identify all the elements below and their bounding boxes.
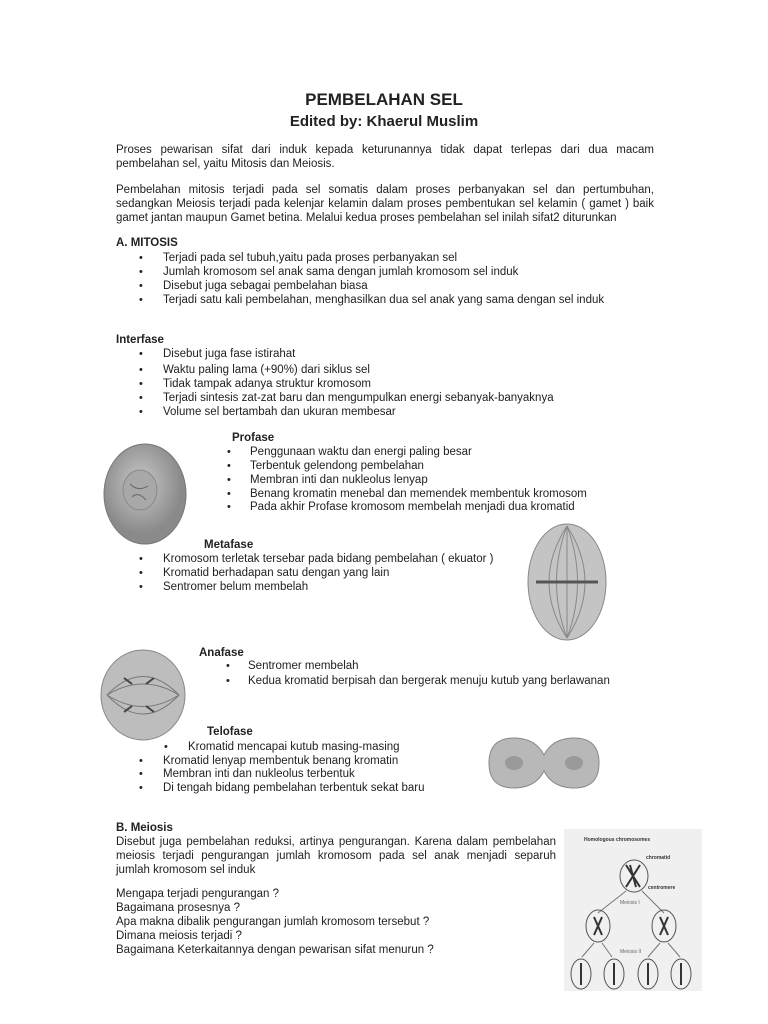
anafase-cell-image [99, 648, 187, 742]
anafase-list-item: Kedua kromatid berpisah dan bergerak menuju kutub yang berlawanan [248, 675, 610, 687]
interfase-heading: Interfase [116, 334, 164, 346]
bullet-icon: • [139, 782, 143, 794]
bullet-icon: • [139, 252, 143, 264]
diagram-label: Meiosis II [620, 949, 642, 955]
diagram-label: Homologous chromosomes [584, 837, 651, 843]
mitosis-list-item: Terjadi satu kali pembelahan, menghasilkan dua sel anak yang sama dengan sel induk [163, 294, 605, 306]
intro-line: pembelahan sel, yaitu Mitosis dan Meiosis. [116, 158, 335, 170]
metafase-heading: Metafase [204, 539, 254, 551]
anafase-heading: Anafase [199, 647, 244, 659]
profase-list-item: Penggunaan waktu dan energi paling besar [250, 446, 472, 458]
bullet-icon: • [227, 488, 231, 500]
para2-line: sedangkan Meiosis terjadi pada kelenjar kelamin dalam proses pembentukan sel kelamin ( gamet ) baik [116, 198, 654, 210]
mitosis-heading: A. MITOSIS [116, 237, 178, 249]
meiosis-question: Apa makna dibalik pengurangan jumlah kromosom tersebut ? [116, 916, 430, 928]
meiosis-question: Dimana meiosis terjadi ? [116, 930, 242, 942]
para2-line: gamet jantan maupun Gamet betina. Melalui kedua proses pembelahan sel inilah sifat2 diturunkan [116, 212, 617, 224]
bullet-icon: • [226, 660, 230, 672]
meiosis-diagram-image [564, 829, 702, 991]
bullet-icon: • [139, 280, 143, 292]
metafase-list-item: Kromosom terletak tersebar pada bidang pembelahan ( ekuator ) [163, 553, 494, 565]
page-subtitle: Edited by: Khaerul Muslim [289, 113, 479, 130]
bullet-icon: • [164, 741, 168, 753]
interfase-list-item: Waktu paling lama (+90%) dari siklus sel [163, 364, 370, 376]
bullet-icon: • [139, 348, 143, 360]
bullet-icon: • [139, 768, 143, 780]
intro-line: Proses pewarisan sifat dari induk kepada keturunannya tidak dapat terlepas dari dua macam [116, 144, 654, 156]
telofase-list-item: Kromatid mencapai kutub masing-masing [188, 741, 400, 753]
anafase-list-item: Sentromer membelah [248, 660, 359, 672]
bullet-icon: • [139, 567, 143, 579]
bullet-icon: • [227, 460, 231, 472]
telofase-list-item: Membran inti dan nukleolus terbentuk [163, 768, 355, 780]
bullet-icon: • [139, 392, 143, 404]
bullet-icon: • [226, 675, 230, 687]
meiosis-text-line: Disebut juga pembelahan reduksi, artinya pengurangan. Karena dalam pembelahan [116, 836, 556, 848]
mitosis-list-item: Jumlah kromosom sel anak sama dengan jumlah kromosom sel induk [163, 266, 519, 278]
mitosis-list-item: Terjadi pada sel tubuh,yaitu pada proses perbanyakan sel [163, 252, 458, 264]
bullet-icon: • [139, 266, 143, 278]
diagram-label: Meiosis I [620, 900, 640, 906]
metafase-list-item: Sentromer belum membelah [163, 581, 309, 593]
para2-line: Pembelahan mitosis terjadi pada sel somatis dalam proses perbanyakan sel dan pertumbuhan, [116, 184, 654, 196]
diagram-label: centromere [648, 885, 676, 891]
diagram-label: chromatid [646, 855, 671, 861]
interfase-list-item: Tidak tampak adanya struktur kromosom [163, 378, 371, 390]
profase-cell-image [102, 442, 188, 546]
metafase-cell-image [526, 522, 608, 642]
bullet-icon: • [139, 406, 143, 418]
profase-list-item: Benang kromatin menebal dan memendek membentuk kromosom [250, 488, 587, 500]
page-title: PEMBELAHAN SEL [305, 90, 463, 109]
meiosis-text-line: jumlah kromosom sel induk [116, 864, 256, 876]
profase-heading: Profase [232, 432, 275, 444]
mitosis-list-item: Disebut juga sebagai pembelahan biasa [163, 280, 368, 292]
bullet-icon: • [139, 294, 143, 306]
profase-list-item: Membran inti dan nukleolus lenyap [250, 474, 428, 486]
bullet-icon: • [227, 446, 231, 458]
profase-list-item: Terbentuk gelendong pembelahan [250, 460, 424, 472]
bullet-icon: • [139, 378, 143, 390]
interfase-list-item: Volume sel bertambah dan ukuran membesar [163, 406, 396, 418]
metafase-list-item: Kromatid berhadapan satu dengan yang lain [163, 567, 390, 579]
bullet-icon: • [139, 553, 143, 565]
interfase-list-item: Disebut juga fase istirahat [163, 348, 296, 360]
meiosis-heading: B. Meiosis [116, 822, 173, 834]
bullet-icon: • [139, 364, 143, 376]
interfase-list-item: Terjadi sintesis zat-zat baru dan mengumpulkan energi sebanyak-banyaknya [163, 392, 554, 404]
meiosis-question: Mengapa terjadi pengurangan ? [116, 888, 280, 900]
bullet-icon: • [227, 474, 231, 486]
telofase-list-item: Di tengah bidang pembelahan terbentuk sekat baru [163, 782, 425, 794]
bullet-icon: • [227, 501, 231, 513]
profase-list-item: Pada akhir Profase kromosom membelah menjadi dua kromatid [250, 501, 575, 513]
meiosis-question: Bagaimana prosesnya ? [116, 902, 241, 914]
meiosis-text-line: meiosis terjadi pengurangan jumlah kromosom pada sel anak menjadi separuh [116, 850, 556, 862]
meiosis-question: Bagaimana Keterkaitannya dengan pewarisan sifat menurun ? [116, 944, 434, 956]
bullet-icon: • [139, 581, 143, 593]
bullet-icon: • [139, 755, 143, 767]
telofase-list-item: Kromatid lenyap membentuk benang kromatin [163, 755, 399, 767]
telofase-heading: Telofase [207, 726, 253, 738]
telofase-cell-image [484, 735, 604, 791]
